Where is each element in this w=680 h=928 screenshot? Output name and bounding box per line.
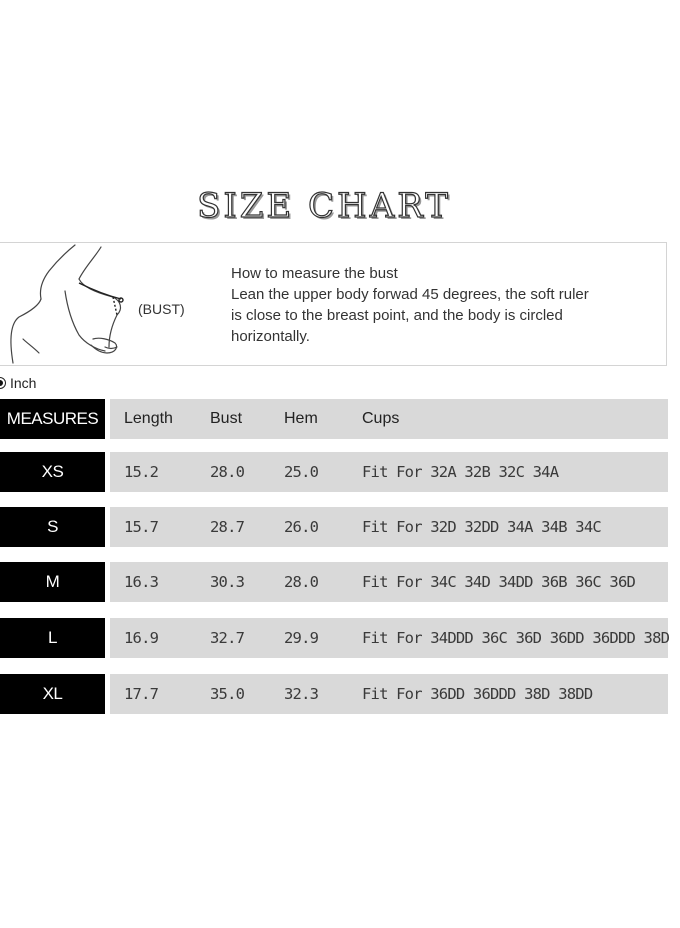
hem-value: 25.0 <box>284 463 319 481</box>
bust-value: 32.7 <box>210 629 245 647</box>
hem-value: 32.3 <box>284 685 319 703</box>
hem-header: Hem <box>284 410 318 427</box>
bust-measurement-figure-icon <box>5 243 129 365</box>
cups-value: Fit For 34C 34D 34DD 36B 36C 36D <box>362 573 636 591</box>
how-to-measure-line: Lean the upper body forwad 45 degrees, the soft ruler <box>231 286 589 303</box>
table-row <box>0 618 668 658</box>
page-title: SIZE CHART <box>197 186 451 226</box>
bust-value: 30.3 <box>210 573 245 591</box>
length-value: 16.3 <box>124 573 159 591</box>
row-cells <box>110 618 668 658</box>
row-cells <box>110 452 668 492</box>
length-value: 16.9 <box>124 629 159 647</box>
how-to-measure-text <box>231 263 651 347</box>
radio-selected-icon[interactable] <box>0 377 6 389</box>
bust-value: 28.7 <box>210 518 245 536</box>
size-label: XS <box>0 452 105 492</box>
length-header: Length <box>124 410 173 427</box>
cups-value: Fit For 32A 32B 32C 34A <box>362 463 559 481</box>
length-value: 15.2 <box>124 463 159 481</box>
table-row <box>0 452 668 492</box>
length-value: 15.7 <box>124 518 159 536</box>
size-label: XL <box>0 674 105 714</box>
table-header-row <box>0 399 668 439</box>
unit-label: Inch <box>10 375 37 391</box>
hem-value: 29.9 <box>284 629 319 647</box>
size-label: L <box>0 618 105 658</box>
hem-value: 26.0 <box>284 518 319 536</box>
how-to-measure-line: horizontally. <box>231 328 310 345</box>
length-value: 17.7 <box>124 685 159 703</box>
table-row <box>0 562 668 602</box>
cups-value: Fit For 36DD 36DDD 38D 38DD <box>362 685 593 703</box>
how-to-measure-heading: How to measure the bust <box>231 265 398 282</box>
bust-value: 28.0 <box>210 463 245 481</box>
how-to-measure-line: is close to the breast point, and the body is circled <box>231 307 563 324</box>
cups-value: Fit For 34DDD 36C 36D 36DD 36DDD 38D <box>362 629 670 647</box>
table-row <box>0 674 668 714</box>
cups-header: Cups <box>362 410 400 427</box>
cups-value: Fit For 32D 32DD 34A 34B 34C <box>362 518 601 536</box>
bust-value: 35.0 <box>210 685 245 703</box>
size-label: M <box>0 562 105 602</box>
how-to-measure-panel <box>0 242 667 366</box>
row-cells <box>110 507 668 547</box>
row-cells <box>110 562 668 602</box>
bust-label: (BUST) <box>138 301 185 317</box>
size-label: S <box>0 507 105 547</box>
row-cells <box>110 674 668 714</box>
table-row <box>0 507 668 547</box>
measures-header: MEASURES <box>0 399 105 439</box>
unit-selector-inch[interactable] <box>0 375 36 391</box>
hem-value: 28.0 <box>284 573 319 591</box>
header-cells <box>110 399 668 439</box>
bust-header: Bust <box>210 410 243 427</box>
